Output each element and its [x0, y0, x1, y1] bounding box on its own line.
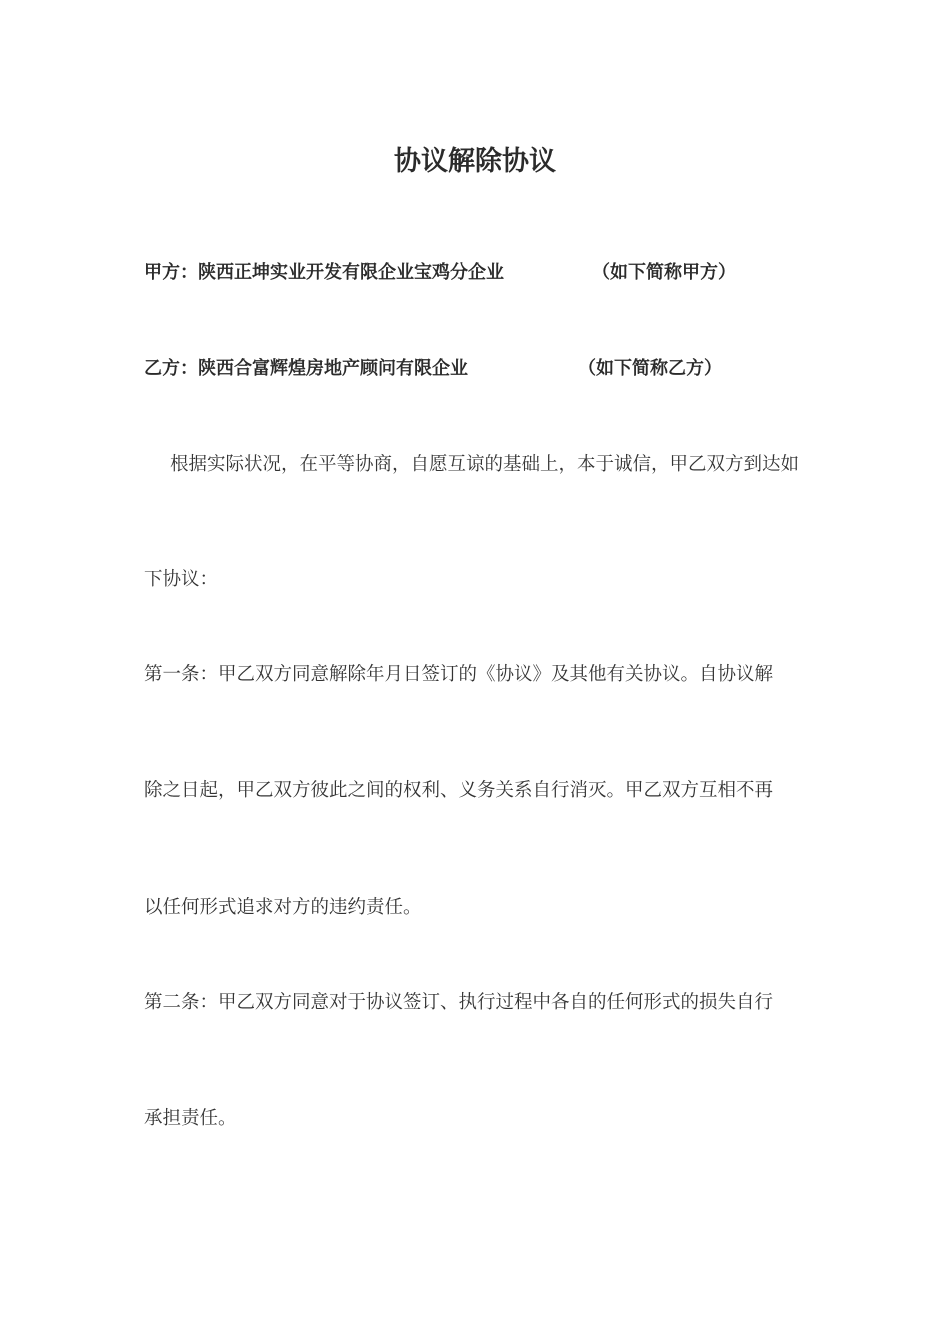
party-a-label: 甲方：陕西正坤实业开发有限企业宝鸡分企业	[144, 262, 504, 283]
article1-line-3: 以任何形式追求对方的违约责任。	[144, 897, 422, 918]
intro-line-1: 根据实际状况，在平等协商，自愿互谅的基础上，本于诚信，甲乙双方到达如	[170, 454, 800, 475]
article2-line-2: 承担责任。	[144, 1108, 237, 1129]
party-b-label: 乙方：陕西合富辉煌房地产顾问有限企业	[144, 358, 468, 379]
party-a-note: （如下简称甲方）	[592, 262, 736, 283]
article1-line-2: 除之日起，甲乙双方彼此之间的权利、义务关系自行消灭。甲乙双方互相不再	[144, 780, 774, 801]
document-title: 协议解除协议	[394, 146, 556, 177]
article1-line-1: 第一条：甲乙双方同意解除年月日签订的《协议》及其他有关协议。自协议解	[144, 664, 774, 685]
intro-line-2: 下协议：	[144, 569, 219, 590]
party-b-line	[144, 355, 722, 383]
party-a-line	[144, 259, 736, 287]
article2-line-1: 第二条：甲乙双方同意对于协议签订、执行过程中各自的任何形式的损失自行	[144, 992, 774, 1013]
party-b-note: （如下简称乙方）	[578, 358, 722, 379]
